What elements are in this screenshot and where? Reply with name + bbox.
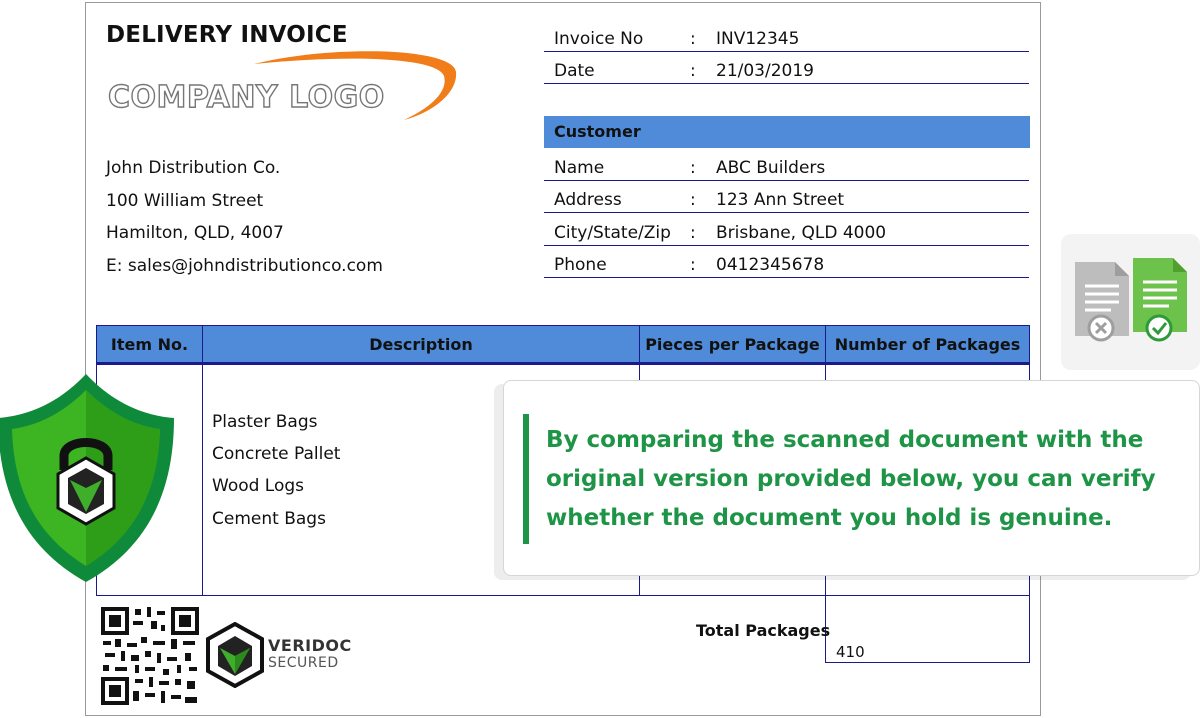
- column-header-packages: Number of Packages: [825, 325, 1030, 365]
- invoice-number-label: Invoice No: [554, 29, 644, 49]
- document-compare-card: [1061, 234, 1200, 370]
- total-packages-value: 410: [836, 643, 865, 661]
- invoice-date-value: 21/03/2019: [716, 61, 814, 81]
- customer-name-row: [544, 151, 1029, 181]
- customer-city-label: City/State/Zip: [554, 223, 671, 243]
- customer-address-row: [544, 183, 1029, 213]
- invoice-date-row: [544, 54, 1029, 84]
- column-header-item-no: Item No.: [96, 325, 203, 365]
- table-border: [96, 595, 1030, 596]
- company-logo: [104, 50, 464, 130]
- customer-phone-row: [544, 248, 1029, 278]
- verification-callout: [503, 380, 1200, 576]
- customer-city-value: Brisbane, QLD 4000: [716, 223, 887, 243]
- customer-city-row: [544, 216, 1029, 246]
- customer-address-value: 123 Ann Street: [716, 190, 845, 210]
- callout-text: By comparing the scanned document with the original version provided below, you can verify whether the document you hold is genuine.: [546, 427, 1156, 531]
- security-shield-icon: [0, 372, 176, 584]
- separator: :: [690, 223, 696, 243]
- separator: :: [690, 158, 696, 178]
- item-description: Wood Logs: [212, 476, 305, 496]
- invoice-number-value: INV12345: [716, 29, 800, 49]
- customer-phone-label: Phone: [554, 255, 607, 275]
- customer-phone-value: 0412345678: [716, 255, 825, 275]
- invoice-title: DELIVERY INVOICE: [106, 22, 348, 48]
- veridoc-brand-tagline: SECURED: [268, 655, 339, 671]
- customer-name-value: ABC Builders: [716, 158, 826, 178]
- sender-street: 100 William Street: [106, 191, 264, 211]
- table-border: [202, 365, 203, 595]
- document-compare-icon: [1071, 256, 1191, 348]
- company-logo-text: COMPANY LOGO: [108, 80, 385, 115]
- veridoc-brand-name: VERIDOC: [268, 636, 352, 655]
- separator: :: [690, 61, 696, 81]
- customer-heading: Customer: [544, 116, 1030, 148]
- separator: :: [690, 190, 696, 210]
- qr-code-icon: [101, 607, 199, 705]
- total-packages-label: Total Packages: [696, 621, 831, 640]
- separator: :: [690, 29, 696, 49]
- customer-name-label: Name: [554, 158, 605, 178]
- customer-address-label: Address: [554, 190, 622, 210]
- item-description: Cement Bags: [212, 509, 326, 529]
- column-header-pieces: Pieces per Package: [639, 325, 826, 365]
- invoice-number-row: [544, 22, 1029, 52]
- item-description: Concrete Pallet: [212, 444, 341, 464]
- sender-city: Hamilton, QLD, 4007: [106, 223, 284, 243]
- column-header-description: Description: [202, 325, 640, 365]
- item-description: Plaster Bags: [212, 412, 318, 432]
- table-border: [825, 662, 1030, 663]
- invoice-date-label: Date: [554, 61, 595, 81]
- sender-email: E: sales@johndistributionco.com: [106, 256, 383, 276]
- callout-accent-bar: [523, 414, 529, 544]
- veridoc-logo-icon: [206, 622, 264, 688]
- separator: :: [690, 255, 696, 275]
- sender-name: John Distribution Co.: [106, 158, 281, 178]
